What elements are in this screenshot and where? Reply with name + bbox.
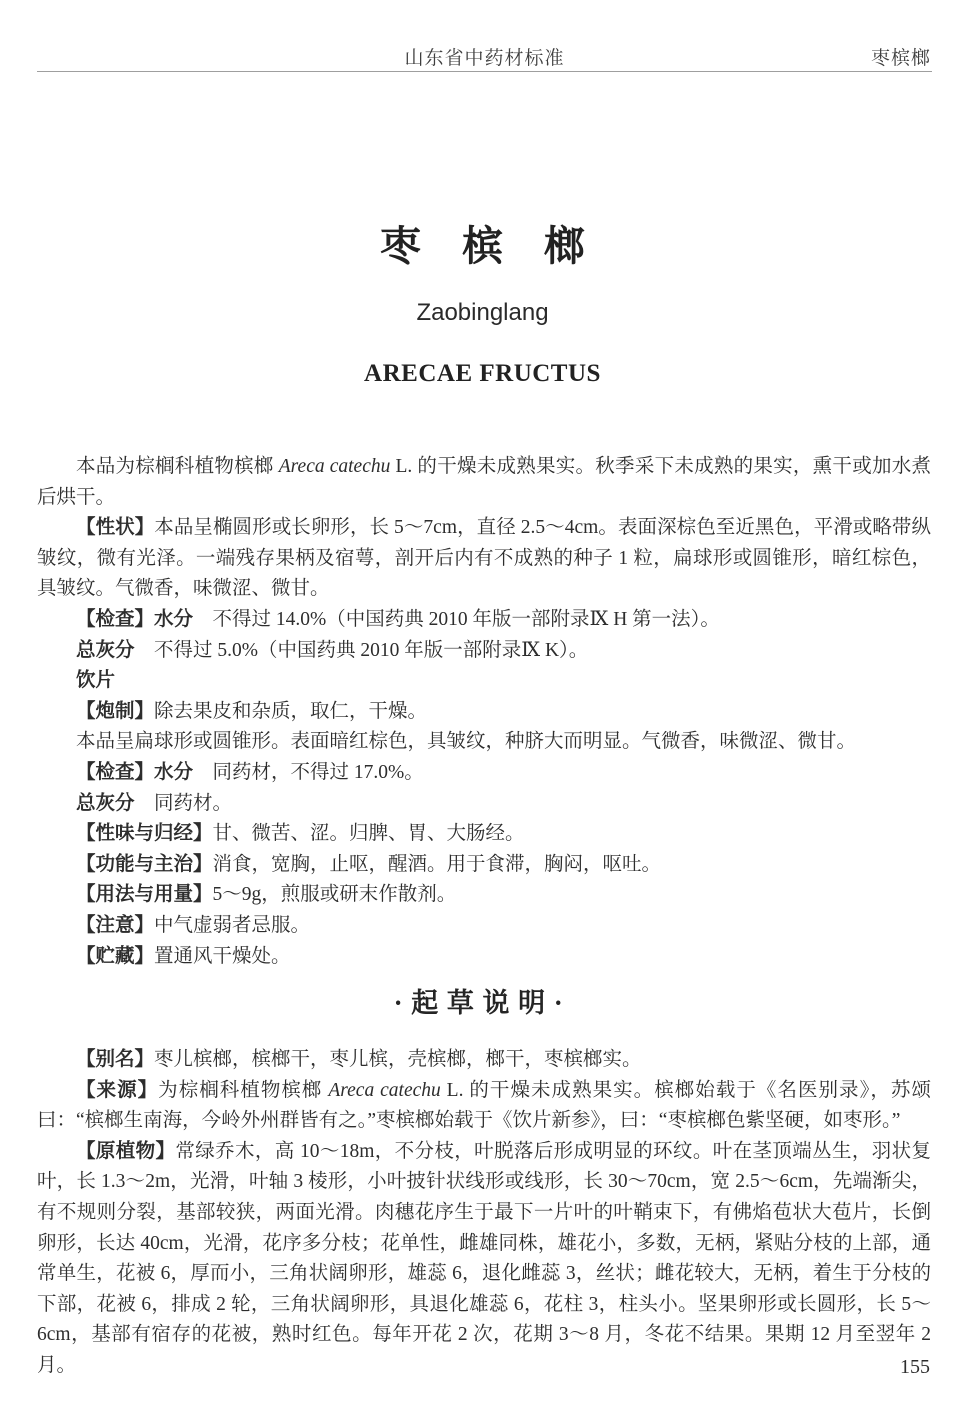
text-run: 常绿乔木，高 10～18m，不分枝，叶脱落后形成明显的环纹。叶在茎顶端丛生，羽状复叶，长 1.3～2m，光滑，叶轴 3 棱形，小叶披针状线形或线形，长 30～70cm，宽 2.5～6cm，先端渐尖，有不规则分裂，基部较狭，两面光滑。肉穗花序生于最下一片叶的叶鞘束下，有佛焰苞状大苞片，长倒卵形，长达 40cm，光滑，花序多分枝；花单性，雌雄同株，雄花小，多数，无柄，紧贴分枝的上部，通常单生，花被 6，厚而小，三角状阔卵形，雄蕊 6，退化雌蕊 3，丝状；雌花较大，无柄，着生于分枝的下部，花被 6，排成 2 轮，三角状阔卵形，具退化雄蕊 6，花柱 3，柱头小。坚果卵形或长圆形，长 5～6cm，基部有宿存的花被，熟时红色。每年开花 2 次，花期 3～8 月，冬花不结果。果期 12 月至翌年 2 月。	[37, 1140, 931, 1376]
field-label: 【用法与用量】	[76, 884, 213, 906]
text-run: 本品为棕榈科植物槟榔	[76, 456, 279, 477]
paragraph	[37, 758, 931, 789]
text-run: 中气虚弱者忌服。	[154, 914, 311, 936]
paragraph	[37, 942, 931, 973]
field-label: 总灰分	[76, 792, 135, 814]
text-run: 为棕榈科植物槟榔	[158, 1079, 329, 1101]
monograph-title-pinyin: Zaobinglang	[416, 299, 549, 326]
paragraph	[37, 513, 931, 605]
paragraph	[37, 1137, 931, 1382]
field-label: 【性味与归经】	[76, 823, 213, 845]
field-label: 【原植物】	[76, 1140, 176, 1162]
text-run: 除去果皮和杂质，取仁，干燥。	[154, 700, 428, 722]
text-run: 不得过 14.0%（中国药典 2010 年版一部附录Ⅸ H 第一法）。	[193, 608, 720, 630]
paragraph	[37, 1076, 931, 1137]
paragraph	[37, 605, 931, 636]
field-label: 【炮制】	[76, 700, 155, 722]
field-label: 【性状】	[76, 517, 155, 539]
page-header	[37, 0, 932, 72]
text-run: 消食，宽胸，止呕，醒酒。用于食滞，胸闷，呕吐。	[212, 853, 662, 875]
text-run: 置通风干燥处。	[154, 945, 291, 967]
field-label: 【注意】	[76, 914, 155, 936]
paragraph	[37, 727, 931, 758]
text-run: 同药材。	[134, 792, 233, 814]
paragraph	[37, 789, 931, 820]
monograph-title-latin: ARECAE FRUCTUS	[364, 360, 601, 387]
field-label: 总灰分	[76, 639, 135, 661]
field-label: 饮片	[76, 670, 116, 692]
text-run: L. 的干燥未成熟果实。秋季采下未成熟的果实，熏干或加水煮后烘干。	[37, 456, 931, 508]
paragraph	[37, 819, 931, 850]
text-run: 本品呈椭圆形或长卵形，长 5～7cm，直径 2.5～4cm。表面深棕色至近黑色，平滑或略带纵皱纹，微有光泽。一端残存果柄及宿萼，剖开后内有不成熟的种子 1 粒，扁球形或圆锥形，暗红棕色，具皱纹。气微香，味微涩、微甘。	[37, 517, 931, 600]
text-run: 5～9g，煎服或研末作散剂。	[212, 884, 457, 906]
text-run: 同药材，不得过 17.0%。	[193, 761, 424, 783]
draft-notes-body	[37, 1045, 931, 1382]
field-label: 【检查】水分	[76, 608, 194, 630]
paragraph	[37, 1045, 931, 1076]
draft-notes-heading: ·起草说明·	[393, 988, 572, 1018]
field-label: 【来源】	[76, 1079, 159, 1101]
monograph-body	[37, 452, 931, 972]
field-label: 【贮藏】	[76, 945, 155, 967]
field-label: 【别名】	[76, 1049, 155, 1070]
header-section-name: 枣槟榔	[870, 48, 931, 69]
text-run: 枣儿槟榔，槟榔干，枣儿槟，壳槟榔，榔干，枣槟榔实。	[154, 1049, 642, 1070]
header-title: 山东省中药材标准	[404, 48, 565, 69]
paragraph	[37, 850, 931, 881]
page-number: 155	[900, 1356, 930, 1378]
field-label: 【检查】水分	[76, 761, 194, 783]
paragraph	[37, 880, 931, 911]
text-run: 本品呈扁球形或圆锥形。表面暗红棕色，具皱纹，种脐大而明显。气微香，味微涩、微甘。	[76, 731, 857, 753]
latin-binomial: Areca catechu	[328, 1079, 441, 1101]
paragraph	[37, 452, 931, 513]
monograph-title-chinese: 枣 槟 榔	[380, 223, 585, 269]
text-run: L. 的干燥未成熟果实。槟榔始载于《名医别录》，苏颂曰：“槟榔生南海，今岭外州群皆有之。”枣槟榔始载于《饮片新参》，曰：“枣槟榔色紫坚硬，如枣形。”	[37, 1079, 931, 1132]
paragraph	[37, 911, 931, 942]
paragraph	[37, 666, 931, 697]
text-run: 甘、微苦、涩。归脾、胃、大肠经。	[212, 823, 525, 845]
text-run: 不得过 5.0%（中国药典 2010 年版一部附录Ⅸ K）。	[134, 639, 589, 661]
paragraph	[37, 636, 931, 667]
paragraph	[37, 697, 931, 728]
field-label: 【功能与主治】	[76, 853, 213, 875]
latin-binomial: Areca catechu	[278, 456, 391, 477]
